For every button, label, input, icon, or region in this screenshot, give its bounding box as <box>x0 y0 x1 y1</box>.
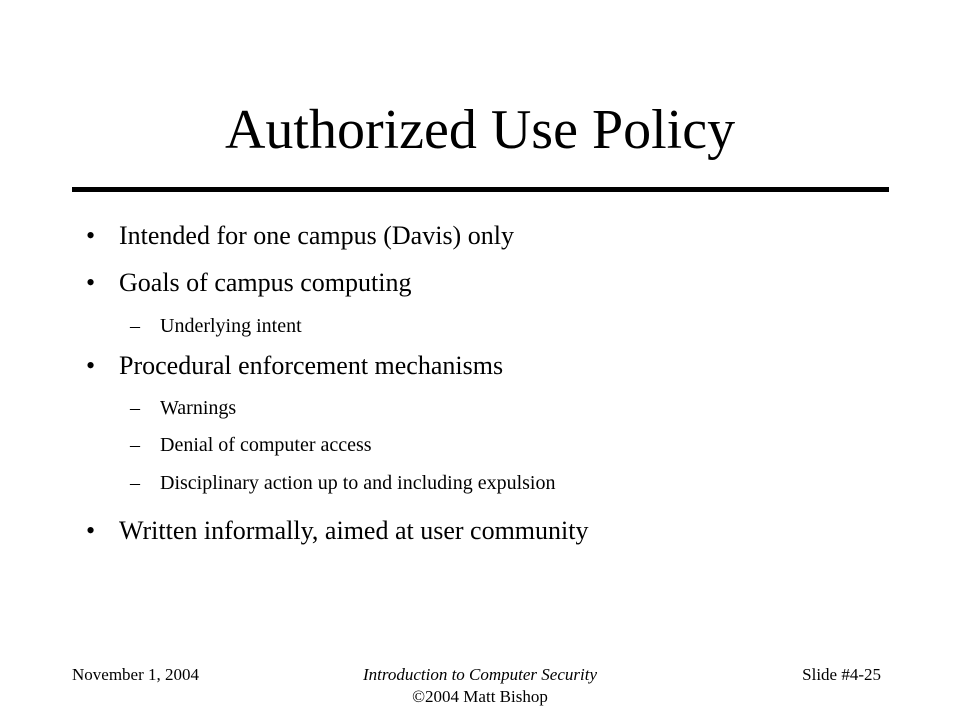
sub-bullet-text: Warnings <box>160 397 237 419</box>
sub-bullet-text: Underlying intent <box>160 315 302 337</box>
dash-marker: – <box>130 315 140 337</box>
footer-course-title: Introduction to Computer Security <box>362 665 598 684</box>
bullet-marker: • <box>86 221 96 250</box>
bullet-marker: • <box>86 268 96 297</box>
dash-marker: – <box>130 472 140 494</box>
bullet-text: Goals of campus computing <box>119 268 412 297</box>
footer-copyright: ©2004 Matt Bishop <box>412 687 548 706</box>
dash-marker: – <box>130 397 140 419</box>
footer-slide-number: Slide #4-25 <box>802 665 881 684</box>
slide-title: Authorized Use Policy <box>224 99 736 161</box>
bullet-marker: • <box>86 351 96 380</box>
dash-marker: – <box>130 434 140 456</box>
sub-bullet-text: Denial of computer access <box>160 434 372 456</box>
footer-date: November 1, 2004 <box>72 665 200 684</box>
bullet-text: Written informally, aimed at user community <box>119 516 589 545</box>
sub-bullet-text: Disciplinary action up to and including expulsion <box>160 472 556 494</box>
bullet-marker: • <box>86 516 96 545</box>
bullet-text: Procedural enforcement mechanisms <box>119 351 504 380</box>
bullet-text: Intended for one campus (Davis) only <box>119 221 514 250</box>
footer-course-info <box>280 664 680 708</box>
